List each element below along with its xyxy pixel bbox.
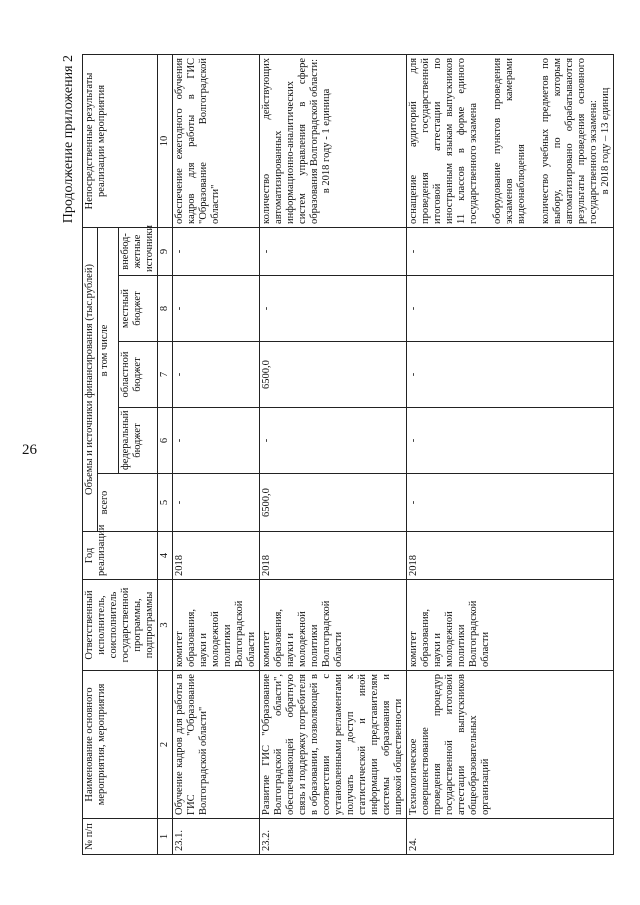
row-executor: комитет образования, науки и молодежной политики Волгоградской области	[407, 580, 614, 671]
row-name: Развитие ГИС "Образование Волгоградской области", обеспечивающей обратную связь и поддержку потребителя в образовании, позволяющей в соответствии с установленными регламентами получать доступ к статистической и иной информации представителям системы образования и широкой общественности	[260, 671, 407, 819]
row-year: 2018	[260, 532, 407, 580]
financing-table	[82, 54, 614, 855]
row-executor: комитет образования, науки и молодежной политики Волгоградской области	[173, 580, 260, 671]
rotated-sheet	[60, 55, 620, 855]
row-num: 24.	[407, 819, 614, 855]
row-executor: комитет образования, науки и молодежной политики Волгоградской области	[260, 580, 407, 671]
result-text: оснащение аудиторий для проведения государственной итоговой аттестации по иностранным языкам выпускников 11 классов в форме единого государственного экзамена	[408, 57, 479, 224]
row-results	[173, 54, 260, 227]
appendix-caption: Продолжение приложения 2	[61, 55, 76, 224]
row-extra: -	[407, 227, 614, 275]
col-number: 6	[158, 408, 173, 474]
row-name: Технологическое совершенствование проведения процедур государственной итоговой аттестации выпускников общеобразовательных организаций	[407, 671, 614, 819]
header-local: местный бюджет	[119, 276, 158, 342]
row-federal: -	[260, 408, 407, 474]
row-local: -	[407, 276, 614, 342]
table-row	[407, 54, 614, 854]
row-federal: -	[407, 408, 614, 474]
result-text: количество действующих автоматизированных информационно-аналитических систем управления в сфере образования Волгоградской области:	[261, 57, 320, 224]
col-number: 5	[158, 474, 173, 532]
header-regional: областной бюджет	[119, 342, 158, 408]
row-results	[260, 54, 407, 227]
row-results	[407, 54, 614, 227]
header-total: всего	[98, 474, 158, 532]
header-extra: внебюд- жетные источники	[119, 227, 158, 275]
header-including: в том числе	[98, 227, 119, 473]
row-extra: -	[260, 227, 407, 275]
column-number-row	[158, 54, 173, 854]
header-results: Непосредственные результаты реализации мероприятия	[83, 54, 158, 227]
row-local: -	[260, 276, 407, 342]
row-year: 2018	[407, 532, 614, 580]
result-text: количество учебных предметов по выбору, по которым автоматизировано обрабатываются результаты проведения основного государственного экзамена:	[540, 57, 599, 224]
result-text: обеспечение ежегодного обучения кадров для работы в ГИС "Образование Волгоградской области"	[174, 57, 221, 224]
row-name: Обучение кадров для работы в ГИС "Образование Волгоградской области"	[173, 671, 260, 819]
row-extra: -	[173, 227, 260, 275]
row-local: -	[173, 276, 260, 342]
col-number: 2	[158, 671, 173, 819]
header-federal: федеральный бюджет	[119, 408, 158, 474]
header-num: № п/п	[83, 819, 158, 855]
page-number: 26	[22, 442, 37, 458]
row-num: 23.1.	[173, 819, 260, 855]
row-num: 23.2.	[260, 819, 407, 855]
col-number: 4	[158, 532, 173, 580]
table-row	[260, 54, 407, 854]
header-year: Год реализации	[83, 532, 158, 580]
header-name: Наименование основного мероприятия, мероприятия	[83, 671, 158, 819]
row-total: 6500,0	[260, 474, 407, 532]
row-regional: -	[173, 342, 260, 408]
result-text: в 2018 году – 13 единиц	[600, 87, 611, 195]
col-number: 7	[158, 342, 173, 408]
header-financing: Объемы и источники финансирования (тыс.рублей)	[83, 227, 98, 531]
col-number: 8	[158, 276, 173, 342]
result-text: в 2018 году - 1 единица	[321, 88, 332, 194]
col-number: 3	[158, 580, 173, 671]
row-total: -	[407, 474, 614, 532]
row-regional: -	[407, 342, 614, 408]
table-row	[173, 54, 260, 854]
result-text: оборудование пунктов проведения экзаменов камерами видеонаблюдения	[492, 57, 527, 224]
col-number: 9	[158, 227, 173, 275]
col-number: 1	[158, 819, 173, 855]
row-total: -	[173, 474, 260, 532]
header-executor: Ответственный исполнитель, соисполнитель государственной программы, подпрограммы	[83, 580, 158, 671]
row-year: 2018	[173, 532, 260, 580]
row-regional: 6500,0	[260, 342, 407, 408]
row-federal: -	[173, 408, 260, 474]
col-number: 10	[158, 54, 173, 227]
